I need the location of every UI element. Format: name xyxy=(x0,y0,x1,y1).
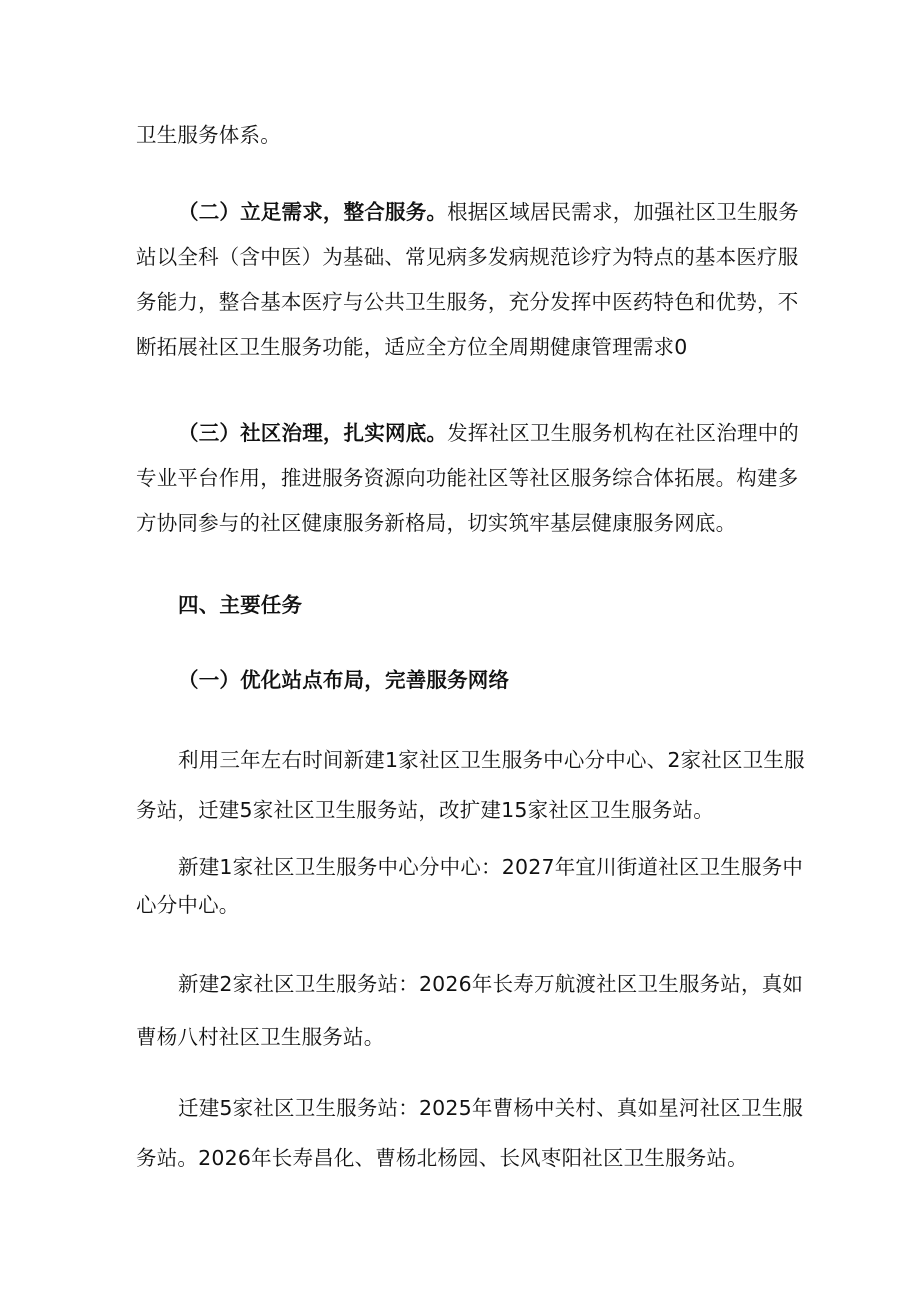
paragraph-line: 专业平台作用，推进服务资源向功能社区等社区服务综合体拓展。构建多 xyxy=(136,466,799,490)
paragraph-line: 务站。2026年长寿昌化、曹杨北杨园、长风枣阳社区卫生服务站。 xyxy=(136,1146,748,1170)
paragraph-line: 务站，迁建5家社区卫生服务站，改扩建15家社区卫生服务站。 xyxy=(136,798,714,822)
paragraph-integrate-services xyxy=(136,190,800,370)
paragraph-community-governance xyxy=(136,411,800,546)
paragraph-line: 心分中心。 xyxy=(136,893,240,917)
paragraph-text: 发挥社区卫生服务机构在社区治理中的 xyxy=(447,421,800,445)
paragraph-line: 断拓展社区卫生服务功能，适应全方位全周期健康管理需求0 xyxy=(136,335,688,359)
paragraph-overview xyxy=(136,735,805,835)
paragraph-continuation xyxy=(136,115,796,155)
paragraph-line xyxy=(136,190,800,235)
paragraph-line: 新建2家社区卫生服务站：2026年长寿万航渡社区卫生服务站，真如 xyxy=(178,972,804,996)
subsection-heading-optimize-layout xyxy=(136,660,796,700)
paragraph-line: 卫生服务体系。 xyxy=(136,123,281,147)
paragraph-new-stations xyxy=(136,958,804,1064)
paragraph-line: 新建1家社区卫生服务中心分中心：2027年宜川街道社区卫生服务中 xyxy=(178,855,804,879)
section-heading-main-tasks xyxy=(136,585,796,625)
paragraph-line: 站以全科（含中医）为基础、常见病多发病规范诊疗为特点的基本医疗服 xyxy=(136,245,799,269)
paragraph-heading: （三）社区治理，扎实网底。 xyxy=(178,421,448,445)
subsection-heading: （一）优化站点布局，完善服务网络 xyxy=(178,668,510,692)
paragraph-line: 方协同参与的社区健康服务新格局，切实筑牢基层健康服务网底。 xyxy=(136,511,737,535)
paragraph-line xyxy=(136,411,800,456)
paragraph-new-branch-center xyxy=(136,848,804,924)
section-heading: 四、主要任务 xyxy=(178,593,303,617)
paragraph-line: 利用三年左右时间新建1家社区卫生服务中心分中心、2家社区卫生服 xyxy=(178,748,805,772)
paragraph-line: 务能力，整合基本医疗与公共卫生服务，充分发挥中医药特色和优势，不 xyxy=(136,290,799,314)
paragraph-line: 曹杨八村社区卫生服务站。 xyxy=(136,1025,385,1049)
paragraph-text: 根据区域居民需求，加强社区卫生服务 xyxy=(447,200,800,224)
paragraph-heading: （二）立足需求，整合服务。 xyxy=(178,200,448,224)
paragraph-relocated-stations xyxy=(136,1083,804,1183)
paragraph-line: 迁建5家社区卫生服务站：2025年曹杨中关村、真如星河社区卫生服 xyxy=(178,1096,804,1120)
